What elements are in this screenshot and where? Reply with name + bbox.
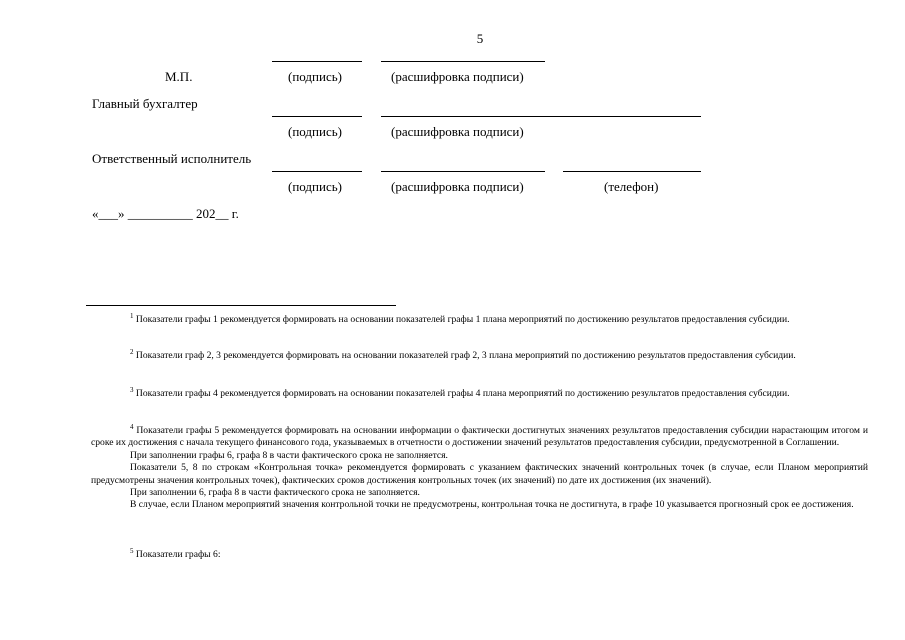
decoding-line: [381, 61, 545, 62]
signature-caption: (подпись): [288, 69, 342, 84]
decoding-line: [381, 116, 701, 117]
footnote-4: [91, 425, 868, 512]
phone-caption: (телефон): [604, 179, 659, 194]
footnote-number: 4: [130, 423, 134, 431]
phone-line: [563, 171, 701, 172]
footnote-text: Показатели графы 6:: [135, 549, 221, 560]
footnote-2: [91, 350, 868, 362]
footnote-paragraph: В случае, если Планом мероприятий значения контрольной точки не предусмотрены, контрольная точка не достигнута, в графе 10 указывается прогнозный срок ее достижения.: [130, 499, 854, 511]
page-number: 5: [476, 31, 484, 46]
footnote-paragraph: [91, 549, 868, 561]
signature-line: [272, 171, 362, 172]
footnote-paragraph: [91, 388, 868, 400]
footnote-1: [91, 314, 868, 326]
footnote-number: 1: [130, 312, 134, 320]
footnote-paragraph: [91, 425, 868, 450]
footnote-number: 2: [130, 348, 134, 356]
footnote-paragraph: При заполнении графы 6, графа 8 в части фактического срока не заполняется.: [130, 449, 448, 461]
footnote-number: 3: [130, 386, 134, 394]
signature-line: [272, 61, 362, 62]
footnote-3: [91, 388, 868, 400]
footnote-paragraph: При заполнении 6, графа 8 в части фактического срока не заполняется.: [130, 487, 420, 499]
date-line: «___» __________ 202__ г.: [92, 206, 239, 221]
decoding-caption: (расшифровка подписи): [391, 124, 524, 139]
decoding-line: [381, 171, 545, 172]
signature-caption: (подпись): [288, 124, 342, 139]
footnote-paragraph: [91, 314, 868, 326]
footnote-paragraph: Показатели 5, 8 по строкам «Контрольная точка» рекомендуется формировать с указанием фактических значений контрольных точек (в случае, если Планом мероприятий предусмотрены значения контрольных точек), фактических сроков достижения контрольных точек (их значений) по дате их достижения (их значений).: [91, 462, 868, 486]
footnote-text: Показатели графы 1 рекомендуется формировать на основании показателей графы 1 плана мероприятий по достижению результатов предоставления субсидии.: [135, 314, 790, 325]
mp-label: М.П.: [165, 69, 193, 84]
signature-caption: (подпись): [288, 179, 342, 194]
signature-line: [272, 116, 362, 117]
decoding-caption: (расшифровка подписи): [391, 69, 524, 84]
footnote-5: [91, 549, 868, 561]
footnote-text: Показатели графы 5 рекомендуется формировать на основании информации о фактически достигнутых значениях результатов предоставления субсидии нарастающим итогом и сроке их достижения с начала текущего финансового года, указываемых в отчетности о достижении значений результатов предоставления субсидии, предусмотренной в Соглашении.: [91, 425, 868, 449]
footnote-text: Показатели графы 4 рекомендуется формировать на основании показателей графы 4 плана мероприятий по достижению результатов предоставления субсидии.: [135, 388, 790, 399]
chief-accountant-label: Главный бухгалтер: [92, 96, 198, 111]
decoding-caption: (расшифровка подписи): [391, 179, 524, 194]
footnote-separator: [86, 305, 396, 306]
footnote-paragraph: [91, 350, 868, 362]
footnote-number: 5: [130, 547, 134, 555]
footnote-text: Показатели граф 2, 3 рекомендуется формировать на основании показателей граф 2, 3 плана мероприятий по достижению результатов предоставления субсидии.: [135, 350, 796, 361]
responsible-executor-label: Ответственный исполнитель: [92, 151, 252, 166]
